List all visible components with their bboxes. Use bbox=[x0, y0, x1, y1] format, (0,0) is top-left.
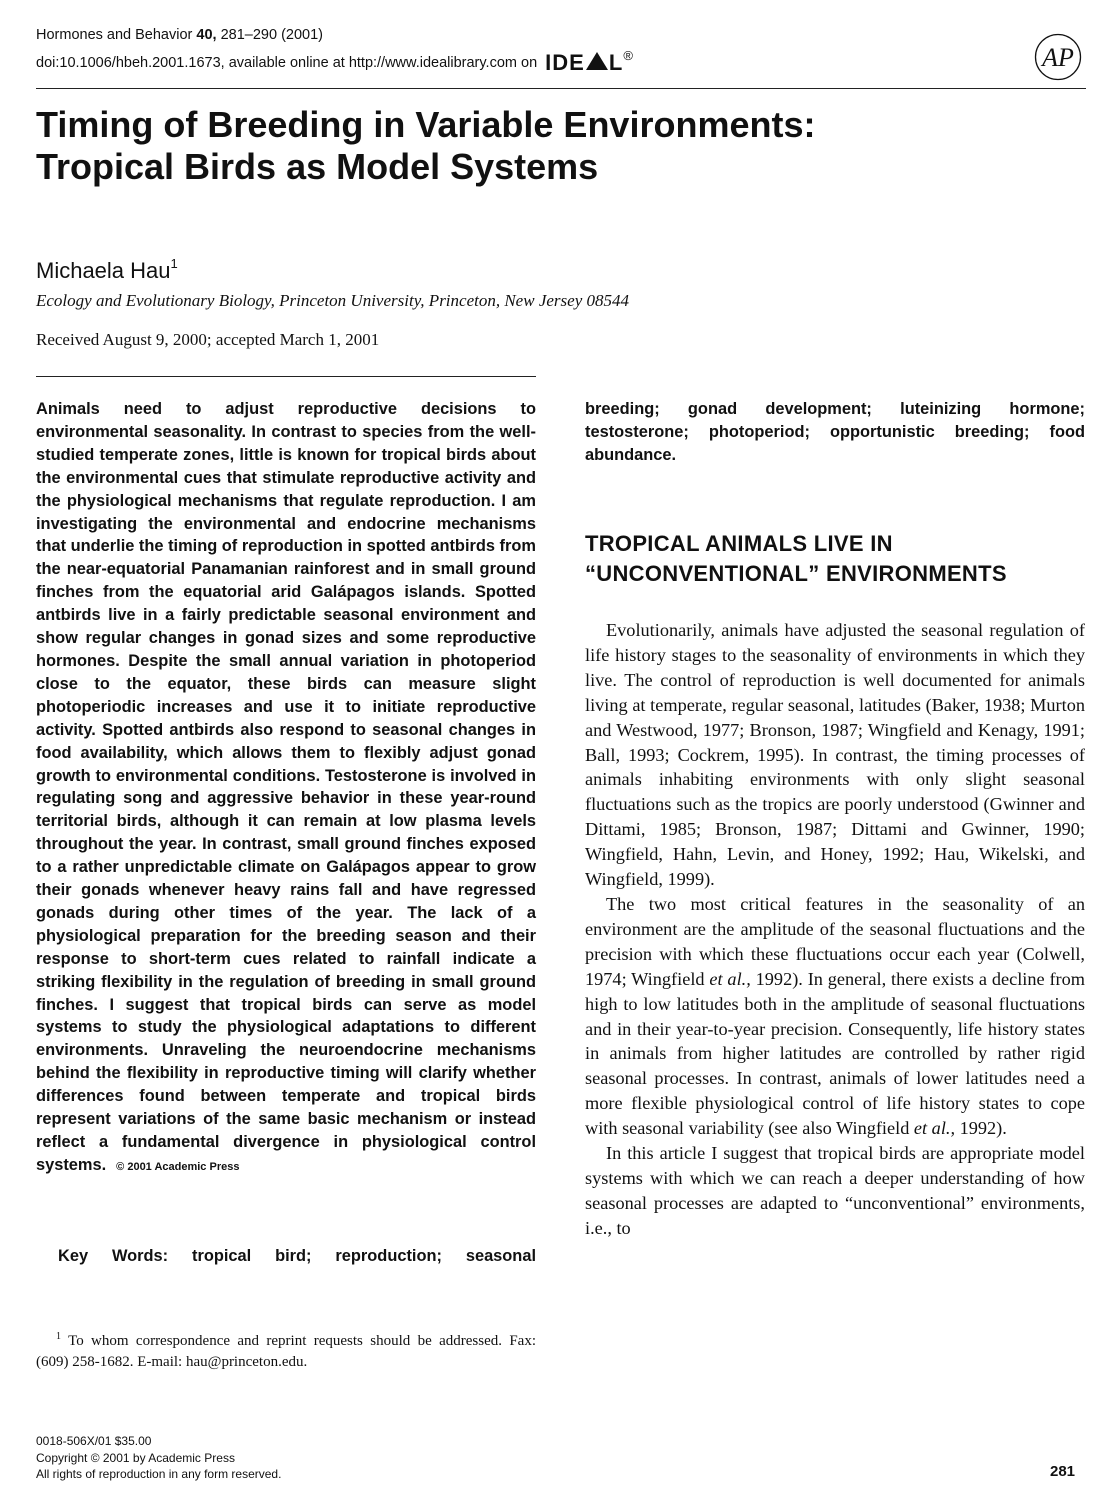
copyright-block bbox=[36, 1433, 281, 1483]
registered-mark: ® bbox=[623, 48, 634, 63]
page-number: 281 bbox=[1050, 1463, 1076, 1480]
abstract bbox=[36, 398, 536, 1179]
journal-citation bbox=[36, 27, 323, 43]
abstract-copyright: © 2001 Academic Press bbox=[116, 1160, 240, 1173]
footnote-mark: 1 bbox=[56, 1331, 61, 1342]
ideal-logo: IDE L® bbox=[545, 48, 634, 75]
author-text: Michaela Hau bbox=[36, 258, 171, 283]
author-name bbox=[36, 256, 178, 284]
author-affiliation: Ecology and Evolutionary Biology, Princeton University, Princeton, New Jersey 08544 bbox=[36, 291, 629, 310]
copyright-line: Copyright © 2001 by Academic Press bbox=[36, 1450, 235, 1465]
title-line-1: Timing of Breeding in Variable Environments: bbox=[36, 104, 816, 145]
journal-pages-year: 281–290 (2001) bbox=[216, 27, 323, 43]
issn-price: 0018-506X/01 $35.00 bbox=[36, 1434, 152, 1448]
body-text bbox=[585, 618, 1085, 1241]
p2-etal-a: et al., bbox=[709, 968, 751, 989]
body-paragraph-3: In this article I suggest that tropical birds are appropriate model systems with which we can reach a deeper understanding of how seasonal processes are adapted to “unconventional” environments, i.e., to bbox=[585, 1143, 1085, 1238]
header-rule bbox=[36, 88, 1086, 89]
footnote-text: To whom correspondence and reprint requests should be addressed. Fax: (609) 258-1682. E-mail: hau@princeton.edu. bbox=[36, 1333, 537, 1370]
article-title bbox=[36, 104, 1076, 188]
journal-volume: 40, bbox=[196, 27, 217, 43]
p2-etal-b: et al., bbox=[913, 1118, 956, 1139]
body-paragraph-1: Evolutionarily, animals have adjusted the seasonal regulation of life history stages to the seasonality of environments in which they live. The control of reproduction is well documented for animals living at temperate, regular seasonal, latitudes (Baker, 1938; Murton and Westwood, 1977; Bronson, 1987; Wingfield and Kenagy, 1991; Ball, 1993; Cockrem, 1995). In contrast, the timing processes of animals inhabiting environments with only slight seasonal fluctuations such as the tropics are poorly understood (Gwinner and Dittami, 1985; Bronson, 1987; Dittami and Gwinner, 1990; Wingfield, Hahn, Levin, and Honey, 1992; Hau, Wikelski, and Wingfield, 1999). bbox=[585, 620, 1085, 890]
abstract-rule bbox=[36, 376, 536, 377]
keywords-part-2: breeding; gonad development; luteinizing hormone; testosterone; photoperiod; opportunistic breeding; food abundance. bbox=[585, 400, 1085, 464]
p2-text-a: The two most critical features in the seasonality of an environment are the amplitude of the seasonal fluctuations and the precision with which these fluctuations occur each year (Colwell, 1974; Wingfield bbox=[585, 893, 1085, 989]
doi-text: doi:10.1006/hbeh.2001.1673, available online at http://www.idealibrary.com on bbox=[36, 55, 538, 71]
rights-line: All rights of reproduction in any form reserved. bbox=[36, 1467, 282, 1481]
academic-press-logo bbox=[1034, 33, 1082, 81]
p2-text-c: 1992). bbox=[955, 1118, 1007, 1139]
author-footnote bbox=[36, 1326, 536, 1373]
received-dates: Received August 9, 2000; accepted March 1, 2001 bbox=[36, 330, 380, 349]
journal-name: Hormones and Behavior bbox=[36, 27, 197, 43]
author-footnote-mark: 1 bbox=[170, 256, 178, 271]
ideal-triangle-icon bbox=[586, 52, 608, 70]
title-line-2: Tropical Birds as Model Systems bbox=[36, 146, 599, 187]
section-heading: TROPICAL ANIMALS LIVE IN “UNCONVENTIONAL” ENVIRONMENTS bbox=[585, 531, 1007, 586]
abstract-text: Animals need to adjust reproductive decisions to environmental seasonality. In contrast to species from the well-studied temperate zones, little is known for tropical birds about the environmental cues that stimulate reproductive activity and the physiological mechanisms that regulate reproduction. I am investigating the environmental and endocrine mechanisms that underlie the timing of reproduction in spotted antbirds from the near-equatorial Panamanian rainforest and in small ground finches from the equatorial arid Galápagos islands. Spotted antbirds live in a fairly predictable seasonal environment and show regular changes in gonad sizes and some reproductive hormones. Despite the small annual variation in photoperiod close to the equator, these birds can measure slight photoperiodic increases and use it to initiate reproductive activity. Spotted antbirds also respond to seasonal changes in food availability, which allows them to flexibly adjust gonad growth to environmental conditions. Testosterone is involved in regulating song and aggressive behavior in these year-round territorial birds, although it can remain at low plasma levels throughout the year. In contrast, small ground finches exposed to a rather unpredictable climate on Galápagos appear to grow their gonads whenever heavy rains fall and have regressed gonads during other times of the year. The lack of a physiological preparation for the breeding season and their response to short-term cues related to rainfall indicate a striking flexibility in the regulation of breeding in small ground finches. I suggest that tropical birds can serve as model systems to study the physiological adaptations to different environments. Unraveling the neuroendocrine mechanisms behind the flexibility in reproductive timing will clarify whether differences found between temperate and tropical birds represent variations of the same basic mechanism or instead reflect a fundamental divergence in physiological control systems. bbox=[36, 400, 536, 1174]
p2-text-b: 1992). In general, there exists a decline from high to low latitudes both in the amplitude of seasonal fluctuations and in their year-to-year precision. Consequently, life history states in animals from higher latitudes are controlled by rather rigid seasonal processes. In contrast, animals of lower latitudes need a more flexible physiological control of life history states to cope with seasonal variability (see also Wingfield bbox=[585, 968, 1085, 1139]
doi-line bbox=[36, 48, 634, 76]
svg-text:AP: AP bbox=[1042, 43, 1074, 72]
keywords-part-1: Key Words: tropical bird; reproduction; seasonal bbox=[58, 1247, 536, 1265]
body-paragraph-2 bbox=[585, 892, 1085, 1141]
